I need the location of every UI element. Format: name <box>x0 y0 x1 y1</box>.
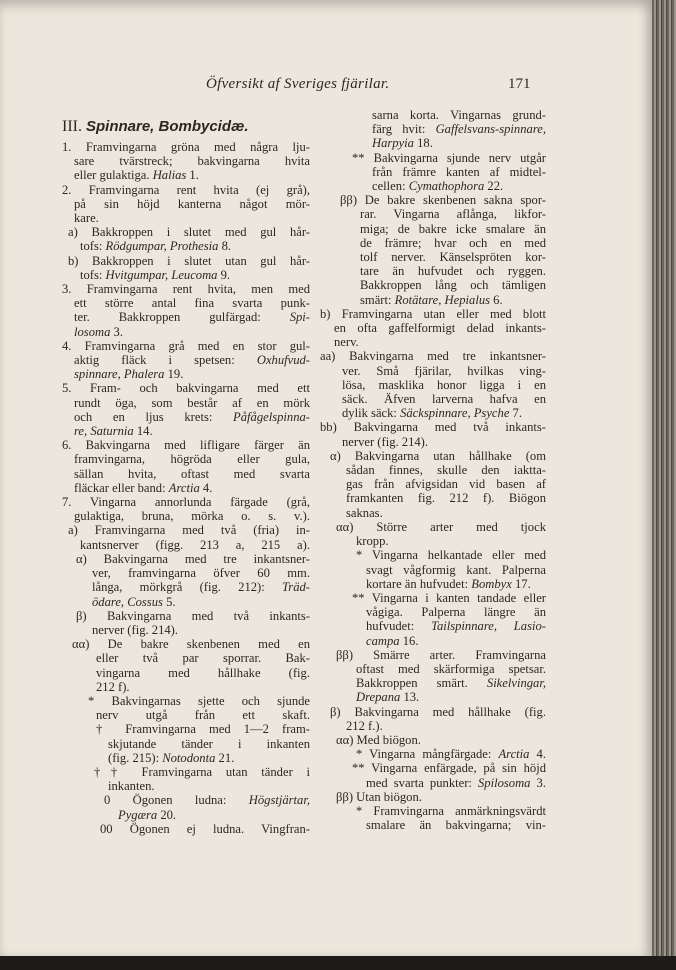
line-text: kortare än hufvudet: <box>366 576 472 591</box>
text-line <box>366 634 546 648</box>
line-text: framvingarna, högröda eller gula, <box>74 452 310 467</box>
line-text: och en ljus krets: <box>74 409 234 424</box>
line-text: vågiga. Palperna längre än <box>366 605 546 620</box>
line-text: 5. Fram- och bakvingarna med ett <box>62 381 310 396</box>
text-line <box>356 662 546 676</box>
line-text: aktig fläck i spetsen: <box>74 353 257 368</box>
taxon-name: Pygæra <box>118 807 158 822</box>
line-text: de främre; hvar och en med <box>360 235 546 250</box>
line-text: 212 f). <box>96 679 130 694</box>
line-text: en ofta gaffelformigt delad inkants- <box>334 321 546 336</box>
line-text: ** Vingarna i kanten tandade eller <box>352 590 546 605</box>
taxon-name: campa <box>366 633 400 648</box>
text-line <box>92 566 310 580</box>
taxon-name: Rotätare, Hepialus <box>394 292 491 307</box>
text-line <box>356 534 546 548</box>
text-line <box>74 325 310 339</box>
taxon-name: Drepana <box>356 690 401 705</box>
line-text: ett större antal fina svarta punk- <box>74 296 310 311</box>
line-text: gulaktiga, bruna, mörka o. s. v.). <box>74 509 310 524</box>
line-suffix: 4. <box>199 480 213 495</box>
line-suffix: 22. <box>484 179 504 194</box>
text-line <box>96 722 310 736</box>
line-text: 7. Vingarna annorlunda färgade (grå, <box>62 495 310 510</box>
text-line <box>342 378 546 392</box>
text-line <box>74 296 310 310</box>
line-text: tolf nerver. Känselspröten kor- <box>360 250 546 265</box>
text-line <box>62 495 310 509</box>
taxon-name: Tailspinnare, Lasio- <box>431 619 546 634</box>
section-title: Spinnare, Bombycidæ. <box>85 118 249 135</box>
text-line <box>72 637 310 651</box>
line-text: gas från afvigsidan vid basen af <box>346 477 546 492</box>
taxon-name: Cymathophora <box>408 179 485 194</box>
line-text: * Vingarna mångfärgade: <box>356 747 499 762</box>
text-line <box>118 808 310 822</box>
text-line <box>74 410 310 424</box>
line-text: (fig. 215): <box>108 750 163 765</box>
line-text: färg hvit: <box>372 122 436 137</box>
line-text: β) Bakvingarna med två inkants- <box>76 608 310 623</box>
text-line <box>68 523 310 537</box>
line-text: * Bakvingarnas sjette och sjunde <box>88 693 310 708</box>
line-text: Bakkroppen smärt. <box>356 676 487 691</box>
text-line <box>360 222 546 236</box>
line-text: säck. Äfven larverna hafva en <box>342 392 546 407</box>
text-line <box>342 435 546 449</box>
line-text: nerv. <box>334 335 359 350</box>
line-text: framkanten fig. 212 f). Biögon <box>346 491 546 506</box>
line-text: inkanten. <box>108 779 155 794</box>
line-text: ββ) Smärre arter. Framvingarna <box>336 647 546 662</box>
text-line <box>320 307 546 321</box>
text-line <box>74 197 310 211</box>
text-line <box>74 211 310 225</box>
line-text: på sin höjd kanterna något mör- <box>74 196 310 211</box>
taxon-name: Bombyx <box>471 576 512 591</box>
text-line <box>336 790 546 804</box>
line-text: 4. Framvingarna grå med en stor gul- <box>62 338 310 353</box>
taxon-name: Påfågelspinna- <box>233 409 310 424</box>
text-line <box>76 609 310 623</box>
text-line <box>356 548 546 562</box>
line-text: smalare än bakvingarna; vin- <box>366 818 546 833</box>
line-text: miga; de bakre icke smalare än <box>360 221 546 236</box>
text-line <box>96 708 310 722</box>
text-line <box>80 538 310 552</box>
text-line <box>74 467 310 481</box>
line-text: aa) Bakvingarna med tre inkantsner- <box>320 349 546 364</box>
line-text: αα) De bakre skenbenen med en <box>72 637 310 652</box>
taxon-name: spinnare, Phalera <box>74 367 165 382</box>
taxon-name: re, Saturnia <box>74 424 134 439</box>
text-line <box>330 449 546 463</box>
taxon-name: losoma <box>74 324 111 339</box>
line-text: ** Vingarna enfärgade, på sin höjd <box>352 761 546 776</box>
text-line <box>340 193 546 207</box>
line-text: tofs: <box>80 239 106 254</box>
text-line <box>96 651 310 665</box>
taxon-name: Högstjärtar, <box>248 793 310 808</box>
text-line <box>92 623 310 637</box>
line-suffix: 4. <box>529 747 547 762</box>
text-line <box>336 648 546 662</box>
text-line <box>62 140 310 154</box>
line-text: smärt: <box>360 292 395 307</box>
text-line <box>366 619 546 633</box>
section-number: III. <box>62 118 82 135</box>
text-line <box>62 282 310 296</box>
line-text: kare. <box>74 211 99 226</box>
taxon-name: Säckspinnare, Psyche <box>400 406 510 421</box>
line-text: rundt öga, som består af en mörk <box>74 395 310 410</box>
line-text: sällan hvita, oftast med svarta <box>74 466 310 481</box>
line-text: Bakkroppen lång och tämligen <box>360 278 546 293</box>
line-text: tare än hufvudet och ryggen. <box>360 264 546 279</box>
line-text: ver. Små fjärilar, hvilkas ving- <box>342 363 546 378</box>
line-text: skjutande tänder i inkanten <box>108 736 310 751</box>
text-line <box>80 268 310 282</box>
line-text: dylik säck: <box>342 406 401 421</box>
line-suffix: 16. <box>399 633 419 648</box>
text-line <box>342 364 546 378</box>
line-suffix: 1. <box>186 168 199 183</box>
line-text: 212 f.). <box>346 718 383 733</box>
line-text: b) Bakkroppen i slutet utan gul hår- <box>68 253 310 268</box>
left-column <box>62 117 310 836</box>
text-line <box>366 776 546 790</box>
text-line <box>360 278 546 292</box>
line-text: eller två par sporrar. Bak- <box>96 651 310 666</box>
text-line <box>88 694 310 708</box>
line-suffix: 20. <box>157 807 177 822</box>
line-text: cellen: <box>372 179 409 194</box>
text-line <box>108 737 310 751</box>
right-column <box>316 108 564 832</box>
line-suffix: 13. <box>400 690 420 705</box>
text-line <box>96 666 310 680</box>
line-suffix: 6. <box>490 292 503 307</box>
line-text: α) Bakvingarna med tre inkantsner- <box>76 551 310 566</box>
text-line <box>76 552 310 566</box>
taxon-name: Oxhufvud- <box>256 353 310 368</box>
line-suffix: 8. <box>218 239 232 254</box>
section-heading <box>62 117 310 137</box>
text-line <box>68 225 310 239</box>
taxon-name: ödare, Cossus <box>92 594 163 609</box>
text-line <box>96 680 310 694</box>
taxon-name: Spi- <box>289 310 310 325</box>
line-text: nerver (fig. 214). <box>92 622 179 637</box>
line-text: 2. Framvingarna rent hvita (ej grå), <box>62 182 310 197</box>
text-line <box>74 353 310 367</box>
line-text: * Framvingarna anmärkningsvärdt <box>356 803 546 818</box>
text-line <box>372 122 546 136</box>
taxon-name: Sikelvingar, <box>486 676 546 691</box>
line-text: ββ) Utan biögon. <box>336 789 422 804</box>
line-text: α) Bakvingarna utan hållhake (om <box>330 448 546 463</box>
text-line <box>346 719 546 733</box>
line-text: svagt vågformig kant. Palperna <box>366 562 546 577</box>
text-line <box>74 367 310 381</box>
text-line <box>366 818 546 832</box>
line-text: a) Bakkroppen i slutet med gul hår- <box>68 225 310 240</box>
text-line <box>108 751 310 765</box>
text-line <box>62 381 310 395</box>
text-line <box>352 761 546 775</box>
line-text: 6. Bakvingarna med lifligare färger än <box>62 438 310 453</box>
text-line <box>336 520 546 534</box>
text-line <box>346 506 546 520</box>
text-line <box>372 108 546 122</box>
text-line <box>372 179 546 193</box>
text-line <box>62 183 310 197</box>
text-line <box>366 563 546 577</box>
line-text: * Vingarna helkantade eller med <box>356 548 546 563</box>
taxon-name: Spilosoma <box>477 775 531 790</box>
line-text: αα) Större arter med tjock <box>336 519 546 534</box>
line-text: 0 Ögonen ludna: <box>104 793 249 808</box>
text-line <box>80 239 310 253</box>
text-line <box>104 793 310 807</box>
text-line <box>74 481 310 495</box>
text-line <box>74 509 310 523</box>
line-text: 1. Framvingarna gröna med några lju- <box>62 140 310 154</box>
line-suffix: 21. <box>215 750 235 765</box>
line-text: ter. Bakkroppen gulfärgad: <box>74 310 290 325</box>
text-line <box>360 236 546 250</box>
line-suffix: 3. <box>110 324 123 339</box>
text-line <box>356 690 546 704</box>
text-line <box>334 335 546 349</box>
text-line <box>352 151 546 165</box>
text-line <box>356 676 546 690</box>
text-line <box>356 804 546 818</box>
taxon-name: Halias <box>152 168 187 183</box>
line-suffix: 18. <box>413 136 433 151</box>
page-number: 171 <box>508 76 531 92</box>
line-text: hufvudet: <box>366 619 432 634</box>
text-line <box>346 491 546 505</box>
line-text: lösa, masklika honor ligga i en <box>342 377 546 392</box>
text-line <box>346 463 546 477</box>
line-text: långa, mörkgrå (fig. 212): <box>92 580 282 595</box>
text-line <box>330 705 546 719</box>
running-header: Öfversikt af Sveriges fjärilar. <box>206 76 390 92</box>
line-suffix: 19. <box>164 367 184 382</box>
line-suffix: 9. <box>217 267 231 282</box>
line-text: kropp. <box>356 534 389 549</box>
line-text: ββ) De bakre skenbenen sakna spor- <box>340 193 546 208</box>
line-text: a) Framvingarna med två (fria) in- <box>68 523 310 538</box>
line-text: 00 Ögonen ej ludna. Vingfran- <box>100 821 310 836</box>
text-line <box>74 452 310 466</box>
taxon-name: Arctia <box>168 480 200 495</box>
text-line <box>342 406 546 420</box>
text-line <box>372 165 546 179</box>
text-line <box>62 438 310 452</box>
line-suffix: 14. <box>133 424 153 439</box>
text-line <box>352 591 546 605</box>
line-text: nerv utgå från ett skaft. <box>96 708 310 723</box>
text-line <box>342 392 546 406</box>
line-text: ver, framvingarna öfver 60 mm. <box>92 566 310 581</box>
text-line <box>334 321 546 335</box>
line-suffix: 5. <box>162 594 176 609</box>
text-line <box>346 477 546 491</box>
taxon-name: Hvitgumpar, Leucoma <box>105 267 218 282</box>
text-line <box>108 779 310 793</box>
taxon-name: Gaffelsvans-spinnare, <box>435 122 546 137</box>
text-line <box>74 396 310 410</box>
line-text: †† Framvingarna utan tänder i <box>94 764 310 779</box>
line-text: sare tvärstreck; bakvingarna hvita <box>74 154 310 169</box>
text-line <box>74 424 310 438</box>
text-line <box>320 420 546 434</box>
text-line <box>320 349 546 363</box>
line-text: från främre kanten af midtel- <box>372 164 546 179</box>
line-text: rar. Vingarna aflånga, likfor- <box>360 207 546 222</box>
text-line <box>360 250 546 264</box>
text-line <box>74 154 310 168</box>
taxon-name: Rödgumpar, Prothesia <box>105 239 219 254</box>
text-line <box>356 747 546 761</box>
line-text: oftast med skärformiga spetsar. <box>356 661 546 676</box>
line-suffix: 3. <box>530 775 546 790</box>
line-text: tofs: <box>80 267 106 282</box>
text-line <box>336 733 546 747</box>
line-text: b) Framvingarna utan eller med blott <box>320 306 546 321</box>
line-text: bb) Bakvingarna med två inkants- <box>320 420 546 435</box>
line-text: med svarta punkter: <box>366 775 478 790</box>
line-text: 3. Framvingarna rent hvita, men med <box>62 282 310 297</box>
text-line <box>68 254 310 268</box>
line-text: kantsnerver (figg. 213 a, 215 a). <box>80 537 310 552</box>
text-line <box>360 293 546 307</box>
line-text: saknas. <box>346 505 383 520</box>
text-line <box>366 577 546 591</box>
text-line <box>92 595 310 609</box>
line-text: sådan finnes, skulle den iaktta- <box>346 463 546 478</box>
text-line <box>100 822 310 836</box>
taxon-name: Notodonta <box>162 750 216 765</box>
line-text: eller gulaktiga. <box>74 168 153 183</box>
line-text: nerver (fig. 214). <box>342 434 429 449</box>
book-bottom-edge <box>0 956 676 970</box>
text-line <box>62 339 310 353</box>
text-line <box>372 136 546 150</box>
taxon-name: Träd- <box>282 580 310 595</box>
line-text: αα) Med biögon. <box>336 732 421 747</box>
line-suffix: 7. <box>509 406 522 421</box>
line-text: vingarna med hållhake (fig. <box>96 665 310 680</box>
text-line <box>74 310 310 324</box>
line-text: fläckar eller band: <box>74 480 169 495</box>
text-line <box>366 605 546 619</box>
text-line <box>74 168 310 182</box>
line-suffix: 17. <box>511 576 531 591</box>
text-line <box>360 207 546 221</box>
book-page-stack <box>652 0 676 970</box>
text-line <box>360 264 546 278</box>
taxon-name: Arctia <box>498 747 530 762</box>
taxon-name: Harpyia <box>372 136 414 151</box>
line-text: ** Bakvingarna sjunde nerv utgår <box>352 150 546 165</box>
text-line <box>92 580 310 594</box>
line-text: β) Bakvingarna med hållhake (fig. <box>330 704 546 719</box>
line-text: sarna korta. Vingarnas grund- <box>372 108 546 122</box>
text-line <box>94 765 310 779</box>
line-text: † Framvingarna med 1—2 fram- <box>96 722 310 737</box>
